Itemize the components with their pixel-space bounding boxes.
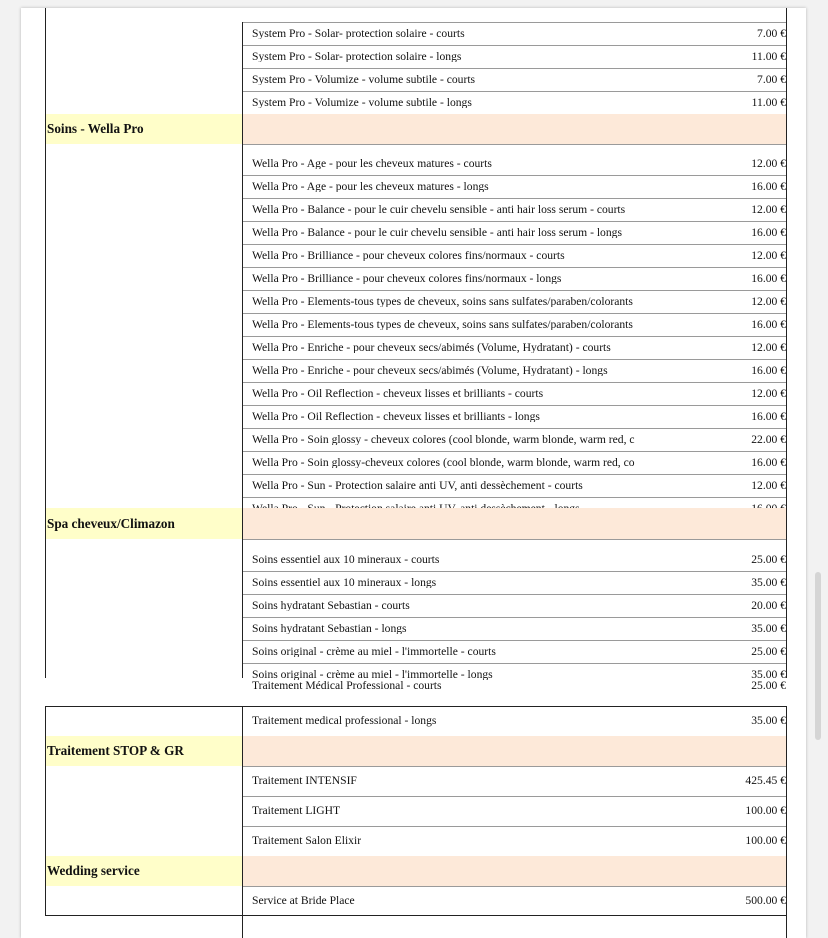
- row-description: Traitement INTENSIF: [252, 775, 357, 787]
- row-description: System Pro - Solar- protection solaire - longs: [252, 50, 462, 63]
- table-row: [242, 766, 786, 796]
- category-header-fill: [242, 114, 786, 144]
- table-row: [242, 198, 786, 221]
- row-description: Wella Pro - Oil Reflection - cheveux lisses et brilliants - longs: [252, 410, 540, 423]
- table-right-border: [786, 8, 787, 678]
- row-description: Wella Pro - Brilliance - pour cheveux colores fins/normaux - courts: [252, 249, 565, 262]
- table-left-border: [45, 8, 46, 678]
- row-description: Soins essentiel aux 10 mineraux - courts: [252, 553, 440, 566]
- row-description: Wella Pro - Age - pour les cheveux matures - courts: [252, 157, 492, 170]
- table-row: [242, 678, 786, 694]
- table-row: [242, 91, 786, 114]
- category-header-fill: [242, 736, 786, 766]
- table-row: [242, 244, 786, 267]
- table-row: [242, 68, 786, 91]
- table-row: [242, 826, 786, 856]
- table-row: [242, 796, 786, 826]
- row-price: 12.00 €: [751, 294, 786, 308]
- row-description: Wella Pro - Soin glossy-cheveux colores (cool blonde, warm blonde, warm red, co: [252, 456, 635, 469]
- table-right-border: [786, 706, 787, 938]
- table-row: [242, 313, 786, 336]
- row-price: 500.00 €: [745, 894, 786, 908]
- table-column-divider: [242, 22, 243, 678]
- category-label: Spa cheveux/Climazon: [45, 508, 242, 539]
- row-price: 35.00 €: [751, 714, 786, 728]
- scrollbar[interactable]: [815, 572, 821, 740]
- row-price: 7.00 €: [757, 26, 786, 40]
- table-row: [242, 359, 786, 382]
- row-description: Soins original - crème au miel - l'immortelle - longs: [252, 668, 493, 681]
- row-price: 12.00 €: [751, 386, 786, 400]
- row-price: 16.00 €: [751, 271, 786, 285]
- category-header-fill: [242, 508, 786, 539]
- table-row: [242, 474, 786, 497]
- row-price: 16.00 €: [751, 225, 786, 239]
- category-label: Traitement STOP & GR: [45, 736, 242, 766]
- row-price: 16.00 €: [751, 455, 786, 469]
- row-price: 100.00 €: [745, 804, 786, 818]
- table-row: [242, 640, 786, 663]
- row-description: System Pro - Volumize - volume subtile - courts: [252, 73, 476, 86]
- table-row: [242, 290, 786, 313]
- row-description: System Pro - Volumize - volume subtile - longs: [252, 96, 472, 109]
- row-price: 16.00 €: [751, 409, 786, 423]
- table-left-border: [45, 706, 46, 915]
- row-description: Traitement Médical Professional - courts: [252, 680, 442, 692]
- row-description: Wella Pro - Age - pour les cheveux matures - longs: [252, 180, 489, 193]
- table-column-divider: [242, 706, 243, 938]
- row-price: 25.00 €: [751, 679, 786, 693]
- row-description: Wella Pro - Elements-tous types de cheveux, soins sans sulfates/paraben/colorants: [252, 318, 633, 331]
- row-description: Wella Pro - Enriche - pour cheveux secs/abimés (Volume, Hydratant) - courts: [252, 341, 611, 354]
- table-row-divider: [242, 539, 786, 540]
- table-row: [242, 594, 786, 617]
- table-row: [242, 22, 786, 45]
- row-price: 12.00 €: [751, 478, 786, 492]
- table-row: [242, 405, 786, 428]
- row-price: 22.00 €: [751, 432, 786, 446]
- row-description: Service at Bride Place: [252, 895, 355, 907]
- row-description: Traitement medical professional - longs: [252, 715, 437, 727]
- table-row: [242, 886, 786, 916]
- row-price: 16.00 €: [751, 317, 786, 331]
- table-row: [242, 175, 786, 198]
- table-row: [242, 152, 786, 175]
- table-row: [242, 706, 786, 736]
- row-description: Wella Pro - Balance - pour le cuir chevelu sensible - anti hair loss serum - longs: [252, 226, 622, 239]
- row-price: 16.00 €: [751, 363, 786, 377]
- row-description: Soins original - crème au miel - l'immortelle - courts: [252, 645, 496, 658]
- table-row: [242, 571, 786, 594]
- row-description: Wella Pro - Elements-tous types de cheveux, soins sans sulfates/paraben/colorants: [252, 295, 633, 308]
- row-description: Soins essentiel aux 10 mineraux - longs: [252, 576, 437, 589]
- table-row: [242, 336, 786, 359]
- row-description: Wella Pro - Balance - pour le cuir chevelu sensible - anti hair loss serum - courts: [252, 203, 626, 216]
- row-description: Traitement LIGHT: [252, 805, 341, 817]
- row-price: 16.00 €: [751, 179, 786, 193]
- table-row: [242, 548, 786, 571]
- row-description: Wella Pro - Soin glossy - cheveux colores (cool blonde, warm blonde, warm red, c: [252, 433, 635, 446]
- table-row-divider: [242, 144, 786, 145]
- row-price: 12.00 €: [751, 340, 786, 354]
- row-price: 12.00 €: [751, 156, 786, 170]
- row-price: 100.00 €: [745, 834, 786, 848]
- row-price: 425.45 €: [745, 774, 786, 788]
- row-price: 35.00 €: [751, 575, 786, 589]
- row-description: Wella Pro - Enriche - pour cheveux secs/abimés (Volume, Hydratant) - longs: [252, 364, 608, 377]
- row-description: Wella Pro - Oil Reflection - cheveux lisses et brilliants - courts: [252, 387, 544, 400]
- row-price: 7.00 €: [757, 72, 786, 86]
- document-page: [21, 8, 806, 938]
- table-row: [242, 617, 786, 640]
- row-description: Soins hydratant Sebastian - longs: [252, 622, 407, 635]
- row-description: System Pro - Solar- protection solaire - courts: [252, 27, 465, 40]
- row-description: Traitement Salon Elixir: [252, 835, 362, 847]
- table-row: [242, 221, 786, 244]
- row-price: 12.00 €: [751, 202, 786, 216]
- row-price: 20.00 €: [751, 598, 786, 612]
- row-description: Wella Pro - Brilliance - pour cheveux colores fins/normaux - longs: [252, 272, 562, 285]
- row-description: Soins hydratant Sebastian - courts: [252, 599, 410, 612]
- row-price: 11.00 €: [751, 49, 786, 63]
- row-price: 12.00 €: [751, 248, 786, 262]
- table-row: [242, 382, 786, 405]
- row-description: Wella Pro - Sun - Protection salaire anti UV, anti dessèchement - courts: [252, 479, 583, 492]
- category-header-fill: [242, 856, 786, 886]
- row-price: 25.00 €: [751, 552, 786, 566]
- table-row: [242, 451, 786, 474]
- category-label: Wedding service: [45, 856, 242, 886]
- row-price: 11.00 €: [751, 95, 786, 109]
- table-bottom-border: [45, 915, 786, 916]
- table-row: [242, 267, 786, 290]
- table-row: [242, 45, 786, 68]
- row-price: 25.00 €: [751, 644, 786, 658]
- table-row: [242, 428, 786, 451]
- row-price: 35.00 €: [751, 621, 786, 635]
- category-label: Soins - Wella Pro: [45, 114, 242, 144]
- row-price: 35.00 €: [751, 667, 786, 681]
